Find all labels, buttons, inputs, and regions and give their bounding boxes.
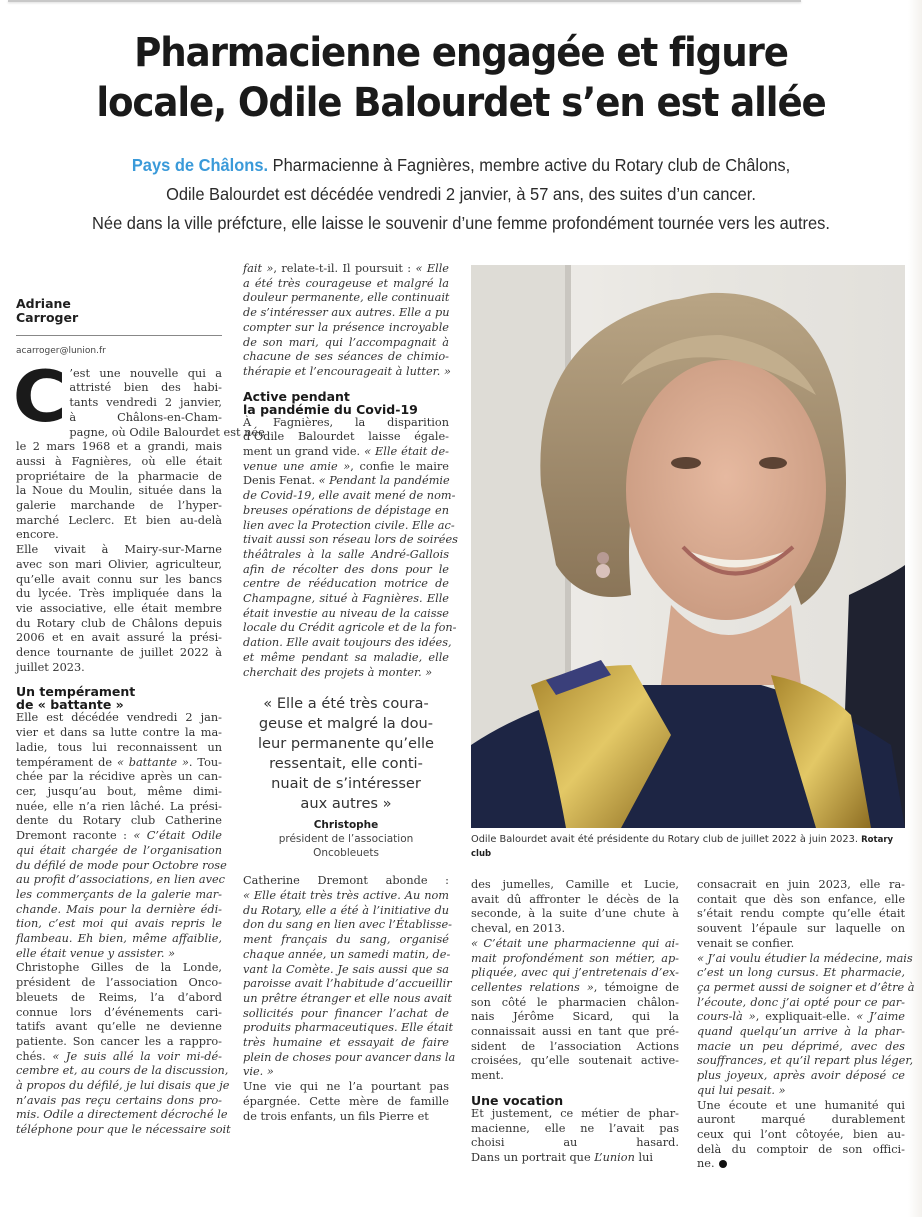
text-line: marché Leclerc. Et bien au-delà [16,513,222,527]
text-line: souffrances, et qu’il repart plus léger, [697,1054,914,1068]
paragraph [471,878,679,937]
text-line: douleur permanente, elle continuait [243,291,450,305]
text-line: compter sur la présence incroyable [243,320,449,334]
text-line: thérapie et l’encourageait à lutter. » [243,364,451,378]
text-line: venue une amie », confie le maire [243,459,449,473]
pull-quote [243,694,449,860]
text-line: pliquée, avec qui j’entretenais d’ex- [471,966,679,980]
text-line: ’est une nouvelle qui a [69,366,222,380]
author-last-name: Carroger [16,310,79,325]
text-line: dation. Elle avait toujours des idées, [243,636,452,650]
text-line: tatifs avant qu’elle ne devienne [16,1020,222,1034]
text-line: Elle vivait à Mairy-sur-Marne [16,543,222,557]
text-line: vie associative, elle était membre [16,601,222,615]
pull-quote-role [243,832,449,860]
text-line: aussi à Fagnières, où elle était [16,454,222,468]
text-line: chée par la récidive après un can- [16,770,222,784]
text-line: tivait aussi son réseau lors de soirées [243,533,458,547]
text-line: ceux qui l’ont côtoyée, bien au- [697,1127,905,1141]
text-line: consacrait en juin 2023, elle ra- [697,878,905,891]
end-mark-icon [719,1160,727,1168]
text-line: patiente. Son cancer les a rappro- [16,1034,222,1048]
pull-quote-line: aux autres » [300,795,392,813]
text-line: dente du Rotary club Catherine [16,814,222,828]
standfirst-line: Odile Balourdet est décédée vendredi 2 janvier, à 57 ans, des suites d’un cancer. [166,184,756,204]
text-line: Catherine Dremont abonde : [243,874,449,888]
text-line: le 2 mars 1968 et a grandi, mais [16,440,222,454]
text-line: venait se confier. [697,936,795,950]
text-line: Et justement, ce métier de phar- [471,1106,679,1120]
text-line: elle était venue y assister. » [16,946,175,960]
photo-caption [471,833,905,861]
text-line: ne. [697,1157,905,1172]
text-line: dence tournante de juillet 2022 à [16,646,222,660]
pull-quote-line: ressentait, elle conti- [269,755,423,773]
text-line: plein de choses pour avancer dans la [243,1050,456,1064]
text-line: de Covid-19, elle avait mené de nom- [243,489,456,503]
author-email[interactable]: acarroger@lunion.fr [16,346,106,356]
text-line: mait profondément son métier, ap- [471,951,679,965]
standfirst [28,151,895,238]
text-line: avec son mari Olivier, agriculteur, [16,557,222,571]
paragraph [697,1099,905,1173]
text-line: ment un grand vide. « Elle était de- [243,445,449,459]
article-photo[interactable] [471,265,905,828]
text-line: président de l’association Onco- [16,976,222,990]
text-line: bleuets de Reims, l’a d’abord [16,990,222,1004]
text-line: sollicités pour financer l’achat de [243,1006,449,1020]
text-line: cembre et, au cours de la discussion, [16,1064,229,1078]
pull-quote-line: leur permanente qu’elle [257,735,435,753]
paragraph [243,415,458,681]
text-line: auront marqué durablement [697,1113,905,1127]
article-column-4 [697,878,915,1172]
pull-quote-line: geuse et malgré la dou- [258,715,434,733]
text-line: c’est un long cursus. Et pharmacie, [697,966,905,980]
text-line: Une écoute et une humanité qui [697,1098,905,1112]
text-line: « Elle était très très active. Au nom [243,888,449,902]
text-line: tants vendredi 2 janvier, [69,396,222,410]
text-line: du défilé de mode pour Octobre rose [16,858,227,872]
text-line: ça permet aussi de soigner et d’être à [697,980,915,994]
subheading-line: de « battante » [16,697,124,713]
text-line: ladie, tous lui reconnaissent un [16,740,222,754]
text-line: son côté le pharmacien châlon- [471,995,679,1009]
headline [32,28,889,128]
text-line: du Rotary, elle a été à l’initiative du [243,903,449,917]
text-line: cer, jusqu’au bout, même dimi- [16,784,222,798]
subheading [243,390,449,416]
text-line: souvent l’épaule sur laquelle on [697,922,905,936]
photo-credit: Rotary club [471,835,894,859]
text-line: flambeau. Eh bien, même affaiblie, [16,932,222,946]
paragraph [16,543,222,675]
caption-text: Odile Balourdet avait été présidente du Rotary club de juillet 2022 à juin 2023. [471,834,859,845]
intro-paragraph [12,355,265,543]
portrait-illustration [471,265,905,828]
text-line: juillet 2023. [16,660,85,674]
text-line: et même pendant sa maladie, elle [243,650,449,664]
article-column-3 [471,878,679,1166]
text-line: au profit d’associations, en lien avec [16,873,225,887]
top-divider [8,0,801,2]
text-line: locale du Crédit agricole et de la fon- [243,621,457,635]
text-line: chacune de ses séances de chimio- [243,350,449,364]
headline-line: locale, Odile Balourdet s’en est allée [96,80,826,126]
text-line: fait », relate-t-il. Il poursuit : « Elle [243,262,449,275]
text-line: n’avais pas reçu certains dons pro- [16,1093,222,1107]
paragraph [16,711,227,961]
text-line: s’était rendu compte qu’elle était [697,907,905,921]
text-line: cours-là », expliquait-elle. « J’aime [697,1010,905,1024]
text-line: à propos du défilé, je lui disais que je [16,1079,230,1093]
text-line: chaque année, un samedi matin, de- [243,947,451,961]
text-line: théâtrales à la salle André-Gallois [243,547,449,561]
text-line: propriétaire de la pharmacie de [16,469,222,483]
text-line: d’Odile Balourdet laisse égale- [243,430,449,444]
text-line: de son mari, qui l’accompagnait à [243,335,449,349]
text-line: téléphone pour que le nécessaire soit [16,1123,231,1137]
standfirst-line [28,151,895,180]
text-line: de trois enfants, un fils Pierre et [243,1109,429,1123]
text-line: vie. » [243,1065,274,1079]
text-line: encore. [16,528,59,542]
text-line: don du sang en lien avec l’Établisse- [243,918,452,932]
text-line: « C’était une pharmacienne qui ai- [471,936,679,950]
text-line: mis. Odile a directement décroché le [16,1108,228,1122]
article-column-2 [243,262,458,1124]
text-line: était investie au niveau de la caisse [243,606,449,620]
text-line: galerie marchande de l’hyper- [16,499,222,513]
pull-quote-text [243,694,449,814]
paragraph [471,1107,679,1166]
text-line: tion, c’est moi qui avais repris le [16,917,222,931]
text-line: pagne, où Odile Balourdet est née [69,425,265,439]
text-line: un prêtre étranger et elle nous avait [243,991,452,1005]
role-line: président de l’association [278,833,414,846]
text-line: qui était chargée de l’organisation [16,843,222,857]
headline-line: Pharmacienne engagée et figure [134,30,788,76]
text-line: nuée, elle n’a rien lâché. La prési- [16,799,222,813]
subheading: Une vocation [471,1092,564,1108]
subheading-line: Un tempérament [16,684,136,700]
text-line: chande. Mais pour la dernière édi- [16,902,222,916]
subheading [16,685,222,711]
text-line: Dremont raconte : « C’était Odile [16,829,222,843]
text-line: lien avec la Protection civile. Elle ac- [243,518,455,532]
text-line: À Fagnières, la disparition [243,415,449,429]
text-line: vant la Comète. Je sais aussi que sa [243,962,449,976]
text-line: produits pharmaceutiques. Elle était [243,1021,454,1035]
text-line: attristé bien des habi- [69,381,222,395]
text-line: qui lui pesait. » [697,1083,786,1097]
text-line: ment français du sang, organisé [243,933,449,947]
paragraph [243,1080,449,1124]
text-line: très humaine et essayait de faire [243,1036,449,1050]
text-line: nais Jérôme Sicard, qui la [471,1010,679,1024]
paragraph [243,874,456,1080]
text-line: cherchait des projets à monter. » [243,665,433,679]
text-line: 2006 et en avait assuré la prési- [16,631,222,645]
text-line: du lycée. Très impliquée dans la [16,587,222,601]
text-line: connue lors d’événements cari- [16,1005,222,1019]
text-line: Champagne, situé à Fagnières. Elle [243,592,449,606]
text-line: seconde, à la suite d’une chute à [471,907,679,921]
text-line: Christophe Gilles de la Londe, [16,961,222,975]
pull-quote-line: « Elle a été très coura- [263,695,429,713]
text-line: contait que dès son enfance, elle [697,892,905,906]
text-line: avait dû affronter le décès de la [471,892,679,906]
text-line: de s’intéresser aux autres. Elle a pu [243,306,450,320]
text-line: macienne, elle ne l’avait pas [471,1121,679,1135]
text-line: Elle est décédée vendredi 2 jan- [16,711,222,725]
pull-quote-line: nuait de s’intéresser [271,775,421,793]
text-line: cheval, en 2013. [471,922,566,936]
text-line: connaissait aussi en tant que pré- [471,1025,679,1039]
role-line: Oncobleuets [313,847,379,860]
paragraph [697,951,915,1099]
text-line: paroisse avait l’habitude d’accueillir [243,977,452,991]
paragraph [16,961,231,1137]
paragraph [697,878,905,952]
text-line: ment. [471,1069,504,1083]
text-line: plus joyeux, après avoir déposé ce [697,1069,905,1083]
subheading-line: la pandémie du Covid-19 [243,401,418,417]
text-line: qu’elle avait connu sur les bancs [16,572,222,586]
article-column-1 [12,296,265,1138]
text-line: vier et dans sa lutte contre la ma- [16,726,222,740]
page-edge [908,0,922,1217]
paragraph [243,262,449,380]
text-line: du Rotary club de Châlons depuis [16,616,222,630]
standfirst-text: Pharmacienne à Fagnières, membre active du Rotary club de Châlons, [268,155,791,175]
text-line: centre de rééducation motrice de [243,577,449,591]
text-line: à Châlons-en-Cham- [69,410,222,424]
text-line: Denis Fenat. « Pendant la pandémie [243,474,450,488]
text-line: breuses opérations de dépistage en [243,503,449,517]
text-line: cellentes relations », témoigne de [471,980,680,994]
author-first-name: Adriane [16,296,71,311]
text-line: les commerçants de la galerie mar- [16,887,222,901]
text-line: a été très courageuse et malgré la [243,276,449,290]
paragraph [471,937,679,1084]
text-line: croisées, qu’elle soutenait active- [471,1054,679,1068]
text-line: épargnée. Cette mère de famille [243,1094,449,1108]
text-line: la Noue du Moulin, située dans la [16,484,222,498]
text-line: macie un peu déprimé, avec des [697,1039,905,1053]
text-line: tempérament de « battante ». Tou- [16,755,222,769]
text-line: delà du comptoir de son offici- [697,1142,905,1156]
text-line: quand quelqu’un arrive à la phar- [697,1025,905,1039]
text-line: « J’ai voulu étudier la médecine, mais [697,951,913,965]
text-line: Une vie qui ne l’a pourtant pas [243,1080,449,1094]
text-line: choisi au hasard. [471,1136,679,1150]
byline-divider [16,335,222,336]
pull-quote-author: Christophe [313,819,379,832]
location-kicker: Pays de Châlons. [131,155,269,175]
subheading-line: Active pendant [243,388,350,404]
text-line: chés. « Je suis allé la voir mi-dé- [16,1049,222,1063]
drop-cap: C [12,355,67,438]
text-line: Dans un portrait que L’union lui [471,1150,653,1164]
text-line: l’écoute, donc j’ai opté pour ce par- [697,995,905,1009]
text-line: sident de l’association Actions [471,1039,679,1053]
text-line: des jumelles, Camille et Lucie, [471,878,679,891]
text-line: afin de récolter des dons pour le [243,562,449,576]
standfirst-line: Née dans la ville préfcture, elle laisse le souvenir d’une femme profondément tournée vers les autres. [92,213,830,233]
